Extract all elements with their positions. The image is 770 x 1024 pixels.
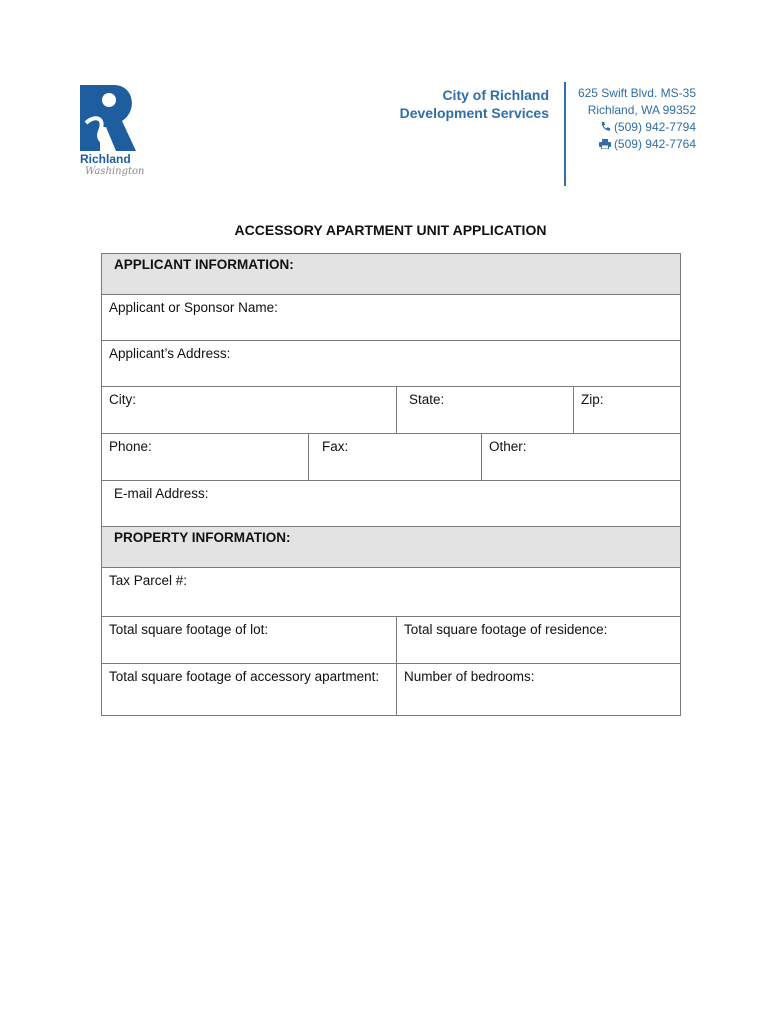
fax-field[interactable]: Fax: — [309, 434, 482, 481]
city-field[interactable]: City: — [102, 387, 397, 434]
phone-number: (509) 942-7794 — [613, 120, 696, 134]
applicant-section-heading: APPLICANT INFORMATION: — [102, 254, 681, 295]
other-field[interactable]: Other: — [482, 434, 681, 481]
state-field[interactable]: State: — [397, 387, 574, 434]
address-line2: Richland, WA 99352 — [587, 103, 696, 117]
fax-line — [578, 136, 696, 153]
applicant-name-field[interactable]: Applicant or Sponsor Name: — [102, 295, 681, 341]
zip-field[interactable]: Zip: — [574, 387, 681, 434]
applicant-address-field[interactable]: Applicant’s Address: — [102, 341, 681, 387]
application-form — [101, 253, 681, 716]
residence-sqft-field[interactable]: Total square footage of residence: — [397, 617, 681, 664]
property-section-heading: PROPERTY INFORMATION: — [102, 527, 681, 568]
contact-block — [578, 85, 696, 153]
org-name — [400, 86, 549, 122]
bedrooms-field[interactable]: Number of bedrooms: — [397, 664, 681, 716]
address-line1: 625 Swift Blvd. MS-35 — [577, 86, 696, 100]
email-field[interactable]: E-mail Address: — [102, 481, 681, 527]
fax-icon — [599, 139, 611, 149]
org-line1: City of Richland — [442, 87, 549, 103]
org-line2: Development Services — [399, 105, 549, 121]
fax-number: (509) 942-7764 — [613, 137, 696, 151]
logo-wordmark: Richland — [80, 152, 131, 166]
tax-parcel-field[interactable]: Tax Parcel #: — [102, 568, 681, 617]
phone-icon — [600, 121, 611, 132]
phone-field[interactable]: Phone: — [102, 434, 309, 481]
apartment-sqft-field[interactable]: Total square footage of accessory apartment: — [102, 664, 397, 716]
logo-script: Washington — [85, 166, 145, 177]
header-divider — [564, 82, 566, 186]
lot-sqft-field[interactable]: Total square footage of lot: — [102, 617, 397, 664]
phone-line — [578, 119, 696, 136]
form-title: ACCESSORY APARTMENT UNIT APPLICATION — [234, 222, 547, 238]
